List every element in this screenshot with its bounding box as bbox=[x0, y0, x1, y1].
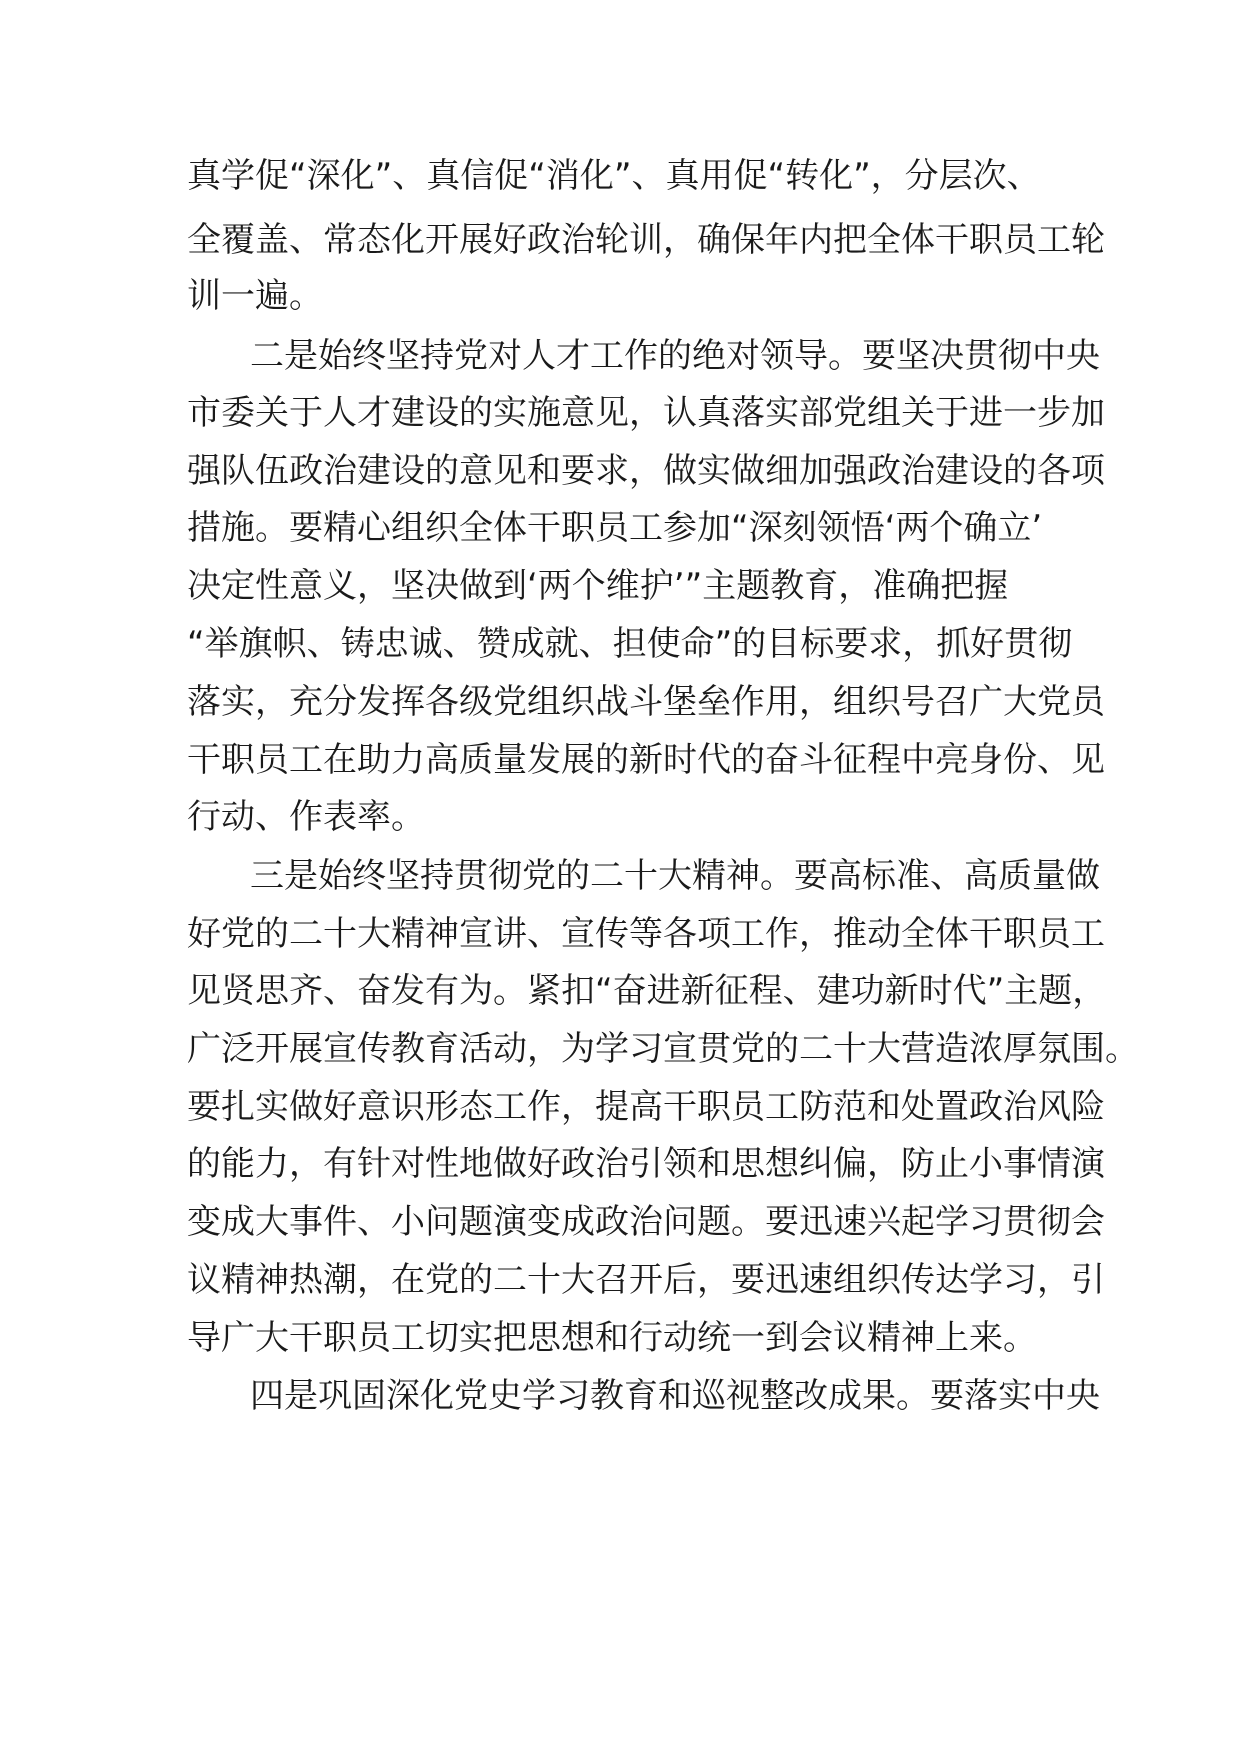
text-line: 好党的二十大精神宣讲、宣传等各项工作，推动全体干职员工 bbox=[187, 914, 1105, 954]
text-line: 措施。要精心组织全体干职员工参加“深刻领悟‘两个确立’ bbox=[187, 508, 1043, 548]
text-line: 导广大干职员工切实把思想和行动统一到会议精神上来。 bbox=[187, 1318, 1037, 1358]
text-line: 市委关于人才建设的实施意见，认真落实部党组关于进一步加 bbox=[187, 393, 1105, 433]
paragraph-start-line: 四是巩固深化党史学习教育和巡视整改成果。要落实中央 bbox=[250, 1376, 1100, 1416]
paragraph-start-line: 三是始终坚持贯彻党的二十大精神。要高标准、高质量做 bbox=[250, 856, 1100, 896]
text-line: 行动、作表率。 bbox=[187, 797, 425, 837]
text-line: 议精神热潮，在党的二十大召开后，要迅速组织传达学习，引 bbox=[187, 1260, 1105, 1300]
text-line: 广泛开展宣传教育活动，为学习宣贯党的二十大营造浓厚氛围。 bbox=[187, 1029, 1139, 1069]
text-line: 真学促“深化”、真信促“消化”、真用促“转化”，分层次、 bbox=[187, 156, 1041, 196]
text-line: 决定性意义，坚决做到‘两个维护’”主题教育，准确把握 bbox=[187, 566, 1009, 606]
text-line: 的能力，有针对性地做好政治引领和思想纠偏，防止小事情演 bbox=[187, 1144, 1105, 1184]
paragraph-start-line: 二是始终坚持党对人才工作的绝对领导。要坚决贯彻中央 bbox=[250, 336, 1100, 376]
text-line: 训一遍。 bbox=[187, 276, 323, 316]
text-line: 干职员工在助力高质量发展的新时代的奋斗征程中亮身份、见 bbox=[187, 740, 1105, 780]
text-line: 强队伍政治建设的意见和要求，做实做细加强政治建设的各项 bbox=[187, 451, 1105, 491]
text-line: “举旗帜、铸忠诚、赞成就、担使命”的目标要求，抓好贯彻 bbox=[187, 624, 1073, 664]
text-line: 变成大事件、小问题演变成政治问题。要迅速兴起学习贯彻会 bbox=[187, 1202, 1105, 1242]
text-line: 见贤思齐、奋发有为。紧扣“奋进新征程、建功新时代”主题， bbox=[187, 971, 1107, 1011]
text-line: 全覆盖、常态化开展好政治轮训，确保年内把全体干职员工轮 bbox=[187, 220, 1105, 260]
text-line: 落实，充分发挥各级党组织战斗堡垒作用，组织号召广大党员 bbox=[187, 682, 1105, 722]
text-line: 要扎实做好意识形态工作，提高干职员工防范和处置政治风险 bbox=[187, 1087, 1105, 1127]
